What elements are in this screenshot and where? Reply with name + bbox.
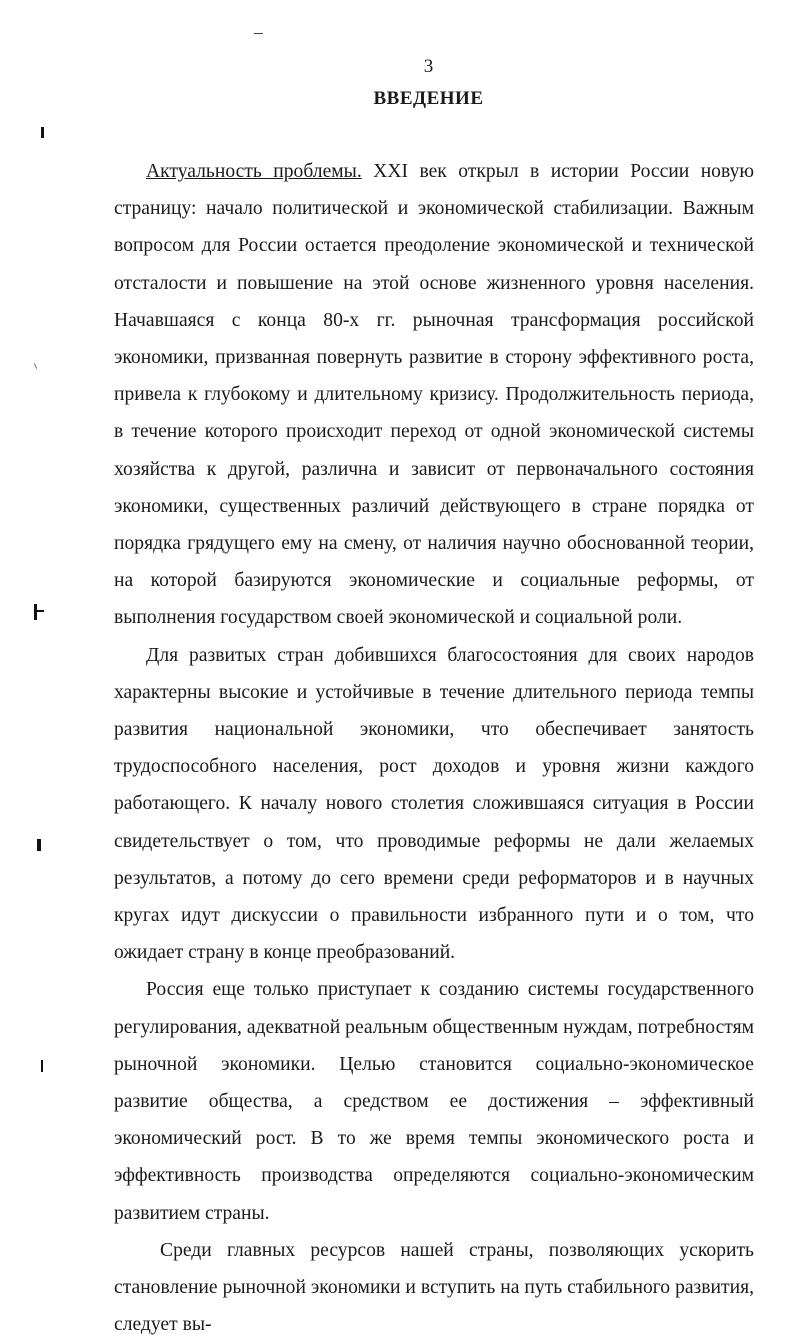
- paragraph-relevance: [114, 153, 754, 637]
- scan-artifact: [41, 127, 44, 138]
- section-heading: ВВЕДЕНИЕ: [373, 88, 484, 109]
- scan-artifact: [36, 610, 44, 612]
- paragraph-main-resources: Среди главных ресурсов нашей страны, позволяющих ускорить становление рыночной экономики и вступить на путь стабильного развития, следует вы-: [114, 1239, 754, 1336]
- scan-artifact: [34, 604, 37, 620]
- paragraph-developed-countries: Для развитых стран добившихся благосостояния для своих народов характерны высокие и устойчивые в течение длительного периода темпы развития национальной экономики, что обеспечивает занятость трудоспособного населения, рост доходов и уровня жизни каждого работающего. К началу нового столетия сложившаяся ситуация в России свидетельствует о том, что проводимые реформы не дали желаемых результатов, а потому до сего времени среди реформаторов и в научных кругах идут дискуссии о правильности избранного пути и о том, что ожидает страну в конце преобразований.: [114, 644, 754, 964]
- scan-artifact: [41, 1060, 43, 1072]
- relevance-label: Актуальность проблемы.: [146, 161, 362, 182]
- paragraph-state-regulation: Россия еще только приступает к созданию системы государственного регулирования, адекватной реальным общественным нуждам, потребностям рыночной экономики. Целью становится социально-экономическое развитие общества, а средством ее достижения – эффективный экономический рост. В то же время темпы экономического роста и эффективность производства определяются социально-экономическим развитием страны.: [114, 979, 754, 1224]
- body-text: [114, 153, 754, 1344]
- page-number: 3: [423, 56, 434, 77]
- scan-artifact: [37, 839, 41, 851]
- scan-artifact: [34, 363, 37, 369]
- scan-artifact: [254, 33, 263, 34]
- paragraph-text: XXI век открыл в истории России новую страницу: начало политической и экономической стабилизации. Важным вопросом для России остается преодоление экономической и технической отсталости и повышение на этой основе жизненного уровня населения. Начавшаяся с конца 80-х гг. рыночная трансформация российской экономики, призванная повернуть развитие в сторону эффективного роста, привела к глубокому и длительному кризису. Продолжительность периода, в течение которого происходит переход от одной экономической системы хозяйства к другой, различна и зависит от первоначального состояния экономики, существенных различий действующего в стране порядка от порядка грядущего ему на смену, от наличия научно обоснованной теории, на которой базируются экономические и социальные реформы, от выполнения государством своей экономической и социальной роли.: [114, 161, 754, 629]
